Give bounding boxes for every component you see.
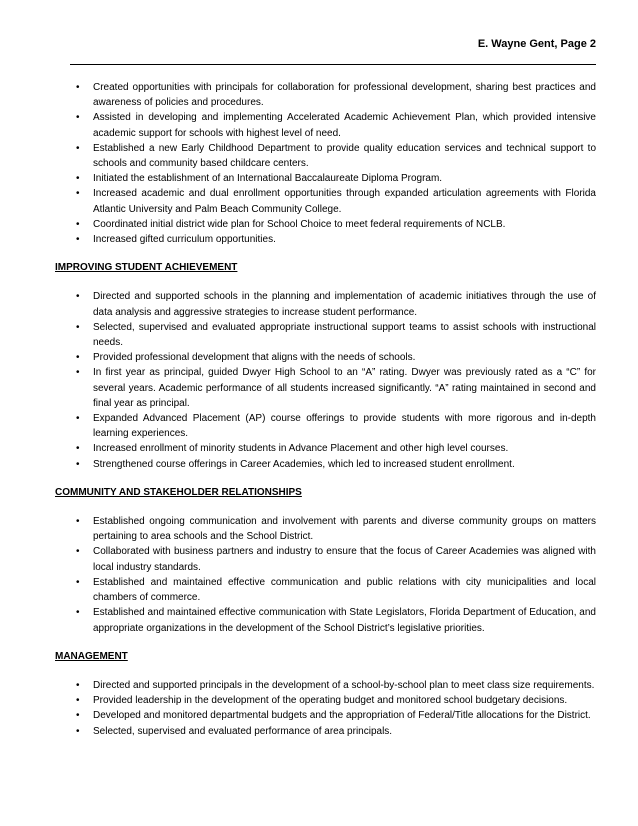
list-item: • Directed and supported principals in the development of a school-by-school plan to meet class size requirements. [55, 678, 596, 693]
list-item: • Increased gifted curriculum opportunities. [55, 232, 596, 247]
achievement-bullet-list [55, 289, 596, 471]
list-item: • Increased academic and dual enrollment opportunities through expanded articulation agreements with Florida Atlantic University and Palm Beach Community College. [76, 188, 596, 215]
bullet-icon: • [76, 413, 80, 425]
list-item: • Selected, supervised and evaluated appropriate instructional support teams to assist schools with instructional needs. [76, 321, 596, 349]
list-item: • Directed and supported schools in the planning and implementation of academic initiatives through the use of data analysis and aggressive strategies to increase student performance. [76, 291, 596, 318]
bullet-icon: • [76, 695, 80, 707]
resume-content [55, 80, 596, 739]
list-item: • Established and maintained effective communication and public relations with city municipalities and local chambers of commerce. [76, 576, 596, 604]
bullet-icon: • [76, 188, 80, 200]
bullet-icon: • [76, 112, 80, 124]
list-item: • Developed and monitored departmental budgets and the appropriation of Federal/Title allocations for the District. [55, 708, 596, 723]
bullet-icon: • [76, 679, 80, 691]
section-heading: COMMUNITY AND STAKEHOLDER RELATIONSHIPS [55, 486, 302, 498]
list-item: • Provided professional development that aligns with the needs of schools. [55, 350, 596, 365]
list-item: • Collaborated with business partners and industry to ensure that the focus of Career Academies was aligned with local industry standards. [76, 546, 596, 573]
list-item: • Established and maintained effective communication with State Legislators, Florida Department of Education, and appropriate organizations in the development of the School District’s legislative priorities. [76, 607, 596, 634]
bullet-icon: • [76, 710, 80, 722]
bullet-icon: • [76, 607, 80, 619]
bullet-icon: • [76, 516, 80, 528]
list-item: • Assisted in developing and implementing Accelerated Academic Achievement Plan, which provided intensive academic support for schools with highest level of need. [76, 112, 596, 139]
intro-bullet-list [55, 80, 596, 247]
list-item: • Increased enrollment of minority students in Advance Placement and other high level courses. [55, 441, 596, 456]
list-item: • Initiated the establishment of an International Baccalaureate Diploma Program. [55, 171, 596, 186]
list-item: • Expanded Advanced Placement (AP) course offerings to provide students with more rigorous and in-depth learning experiences. [76, 413, 596, 440]
list-item: • Strengthened course offerings in Career Academies, which led to increased student enrollment. [55, 457, 596, 472]
list-item: • Coordinated initial district wide plan for School Choice to meet federal requirements of NCLB. [55, 217, 596, 232]
bullet-icon: • [76, 576, 80, 588]
bullet-icon: • [76, 82, 80, 93]
bullet-icon: • [76, 443, 80, 455]
list-item: • Established a new Early Childhood Department to provide quality education services and technical support to schools and community based childcare centers. [76, 142, 596, 170]
bullet-icon: • [76, 367, 80, 379]
community-bullet-list [55, 514, 596, 636]
bullet-icon: • [76, 546, 80, 558]
list-item: • Provided leadership in the development of the operating budget and monitored school budgetary decisions. [55, 693, 596, 708]
bullet-icon: • [76, 234, 80, 246]
management-bullet-list [55, 678, 596, 739]
bullet-icon: • [76, 291, 80, 303]
bullet-icon: • [76, 352, 80, 364]
page-header: E. Wayne Gent, Page 2 [477, 38, 596, 50]
bullet-icon: • [76, 321, 80, 333]
bullet-icon: • [76, 173, 80, 185]
section-heading: MANAGEMENT [55, 650, 128, 662]
header-rule [70, 64, 596, 65]
list-item: • Established ongoing communication and involvement with parents and diverse community groups on matters pertaining to area schools and the School District. [76, 516, 596, 543]
list-item: • Created opportunities with principals for collaboration for professional development, sharing best practices and awareness of policies and procedures. [76, 82, 596, 109]
bullet-icon: • [76, 218, 80, 230]
section-heading: IMPROVING STUDENT ACHIEVEMENT [55, 262, 238, 274]
list-item: • In first year as principal, guided Dwyer High School to an “A” rating. Dwyer was previously rated as a “C” for several years. Academic performance of all students increased significantly. “A” rating maintained in second and final year as principal. [76, 367, 596, 409]
bullet-icon: • [76, 458, 80, 470]
bullet-icon: • [76, 725, 80, 737]
list-item: • Selected, supervised and evaluated performance of area principals. [55, 724, 596, 739]
bullet-icon: • [76, 142, 80, 154]
